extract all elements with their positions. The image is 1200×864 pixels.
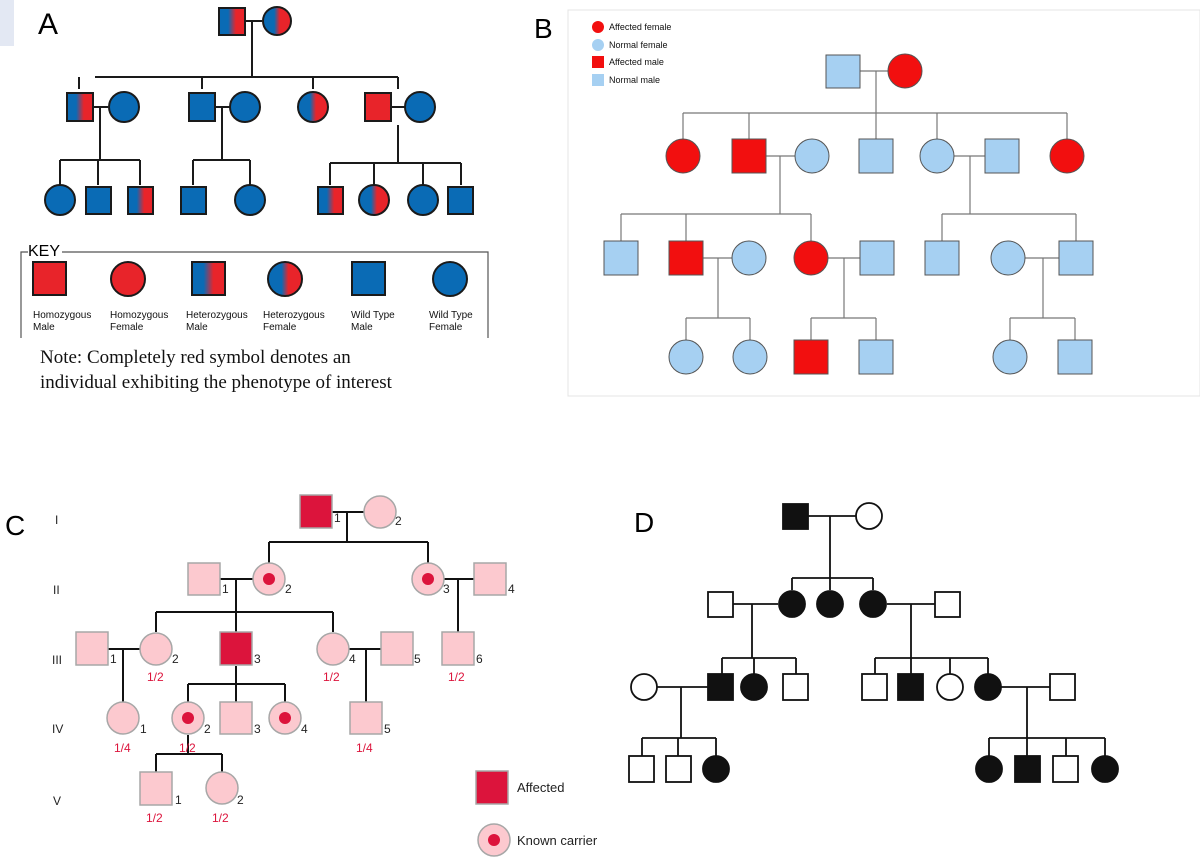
c-female xyxy=(364,496,396,528)
generation-label: V xyxy=(53,794,62,808)
a-gen1-heterozygous-female xyxy=(263,7,291,35)
legend-carrier-label: Known carrier xyxy=(517,833,598,848)
legend-normal-male: Normal male xyxy=(609,75,661,85)
b-normal-male xyxy=(860,241,894,275)
c-female xyxy=(140,633,172,665)
legend-affected-male: Affected male xyxy=(609,57,664,67)
key-wildtype-male-symbol xyxy=(352,262,385,295)
b-normal-female xyxy=(920,139,954,173)
a-gen2-wildtype-female xyxy=(109,92,139,122)
d-affected-female xyxy=(1092,756,1118,782)
b-affected-male xyxy=(794,340,828,374)
c-female xyxy=(107,702,139,734)
key-label-line2: Male xyxy=(33,322,55,333)
panel-d-label: D xyxy=(634,507,655,538)
c-male xyxy=(76,632,108,665)
d-unaffected-male xyxy=(1053,756,1078,782)
panel-a-label: A xyxy=(38,8,59,41)
panel-b-label: B xyxy=(534,13,553,44)
panel-b-frame xyxy=(568,10,1200,396)
a-gen2-wildtype-female xyxy=(405,92,435,122)
key-label-line1: Heterozygous xyxy=(186,310,248,321)
b-legend xyxy=(592,21,671,86)
a-gen3-wildtype-female xyxy=(408,185,438,215)
d-unaffected-female xyxy=(631,674,657,700)
c-male xyxy=(350,702,382,734)
a-gen2-heterozygous-female xyxy=(298,92,328,122)
a-key xyxy=(21,243,488,338)
d-unaffected-male xyxy=(935,592,960,617)
key-homozygous-female-symbol xyxy=(111,262,145,296)
b-normal-male xyxy=(985,139,1019,173)
generation-label: IV xyxy=(52,722,64,736)
individual-number: 2 xyxy=(285,582,292,596)
individual-number: 5 xyxy=(414,652,421,666)
d-unaffected-male xyxy=(862,674,887,700)
a-gen3-heterozygous-male xyxy=(318,187,343,214)
individual-number: 2 xyxy=(395,514,402,528)
a-gen3-wildtype-male xyxy=(181,187,206,214)
d-affected-female xyxy=(860,591,886,617)
note-line1: Note: Completely red symbol denotes an xyxy=(40,347,351,368)
legend-affected-female: Affected female xyxy=(609,22,672,32)
individual-number: 1 xyxy=(222,582,229,596)
key-wildtype-female-symbol xyxy=(433,262,467,296)
c-male xyxy=(220,702,252,734)
key-label-line2: Female xyxy=(429,322,463,333)
b-normal-female xyxy=(732,241,766,275)
c-female xyxy=(206,772,238,804)
carrier-probability: 1/2 xyxy=(212,811,229,825)
carrier-probability: 1/2 xyxy=(448,670,465,684)
key-label-line1: Heterozygous xyxy=(263,310,325,321)
individual-number: 5 xyxy=(384,722,391,736)
c-male xyxy=(442,632,474,665)
b-normal-male xyxy=(1058,340,1092,374)
b-normal-male xyxy=(859,139,893,173)
d-affected-female xyxy=(817,591,843,617)
key-label-line2: Male xyxy=(351,322,373,333)
generation-label: I xyxy=(55,513,59,527)
panel-a xyxy=(0,0,488,393)
note-line2: individual exhibiting the phenotype of interest xyxy=(40,372,392,393)
a-gen3-heterozygous-male xyxy=(128,187,153,214)
b-normal-female xyxy=(795,139,829,173)
individual-number: 2 xyxy=(237,793,244,807)
individual-number: 3 xyxy=(254,722,261,736)
c-male xyxy=(381,632,413,665)
legend-normal-female: Normal female xyxy=(609,40,668,50)
carrier-probability: 1/4 xyxy=(356,741,373,755)
individual-number: 1 xyxy=(334,511,341,525)
a-gen3-wildtype-male xyxy=(448,187,473,214)
key-label-line2: Female xyxy=(110,322,144,333)
individual-number: 2 xyxy=(172,652,179,666)
key-label-line1: Wild Type xyxy=(429,310,473,321)
carrier-dot xyxy=(422,573,434,585)
key-label-line1: Homozygous xyxy=(33,310,92,321)
a-gen3-heterozygous-female xyxy=(359,185,389,215)
individual-number: 4 xyxy=(349,652,356,666)
panel-d xyxy=(629,503,1118,782)
d-unaffected-male xyxy=(629,756,654,782)
key-homozygous-male-symbol xyxy=(33,262,66,295)
carrier-probability: 1/2 xyxy=(179,741,196,755)
d-affected-female xyxy=(779,591,805,617)
individual-number: 4 xyxy=(301,722,308,736)
individual-number: 1 xyxy=(140,722,147,736)
carrier-dot xyxy=(263,573,275,585)
d-affected-male xyxy=(783,504,808,529)
b-normal-male xyxy=(826,55,860,88)
b-affected-female xyxy=(888,54,922,88)
key-label-line1: Homozygous xyxy=(110,310,169,321)
panel-c xyxy=(5,495,598,856)
a-gen2-homozygous-male xyxy=(365,93,391,121)
c-male xyxy=(140,772,172,805)
a-gen1-heterozygous-male xyxy=(219,8,245,35)
a-gen3-wildtype-female xyxy=(45,185,75,215)
d-unaffected-male xyxy=(666,756,691,782)
legend-normal-female-symbol xyxy=(592,39,604,51)
d-unaffected-male xyxy=(783,674,808,700)
panel-d-lines xyxy=(642,516,1105,756)
b-affected-female xyxy=(666,139,700,173)
key-label-line2: Female xyxy=(263,322,297,333)
b-affected-female xyxy=(1050,139,1084,173)
legend-affected-male-symbol xyxy=(592,56,604,68)
c-female xyxy=(317,633,349,665)
a-gen2-wildtype-female xyxy=(230,92,260,122)
carrier-probability: 1/2 xyxy=(323,670,340,684)
b-normal-female xyxy=(733,340,767,374)
carrier-dot xyxy=(279,712,291,724)
individual-number: 1 xyxy=(110,652,117,666)
d-affected-male xyxy=(708,674,733,700)
a-gen2-heterozygous-male xyxy=(67,93,93,121)
a-gen2-wildtype-male xyxy=(189,93,215,121)
individual-number: 2 xyxy=(204,722,211,736)
b-normal-male xyxy=(1059,241,1093,275)
key-label-line2: Male xyxy=(186,322,208,333)
key-title: KEY xyxy=(28,243,61,260)
key-heterozygous-male-symbol xyxy=(192,262,225,295)
b-affected-male xyxy=(732,139,766,173)
generation-label: III xyxy=(52,653,63,667)
b-normal-male xyxy=(925,241,959,275)
b-normal-male xyxy=(859,340,893,374)
c-male xyxy=(188,563,220,595)
b-affected-female xyxy=(794,241,828,275)
panel-c-label: C xyxy=(5,510,26,541)
c-affected-male xyxy=(300,495,332,528)
d-affected-male xyxy=(1015,756,1040,782)
panel-b-lines xyxy=(621,71,1076,340)
corner-tab xyxy=(0,0,14,46)
carrier-probability: 1/4 xyxy=(114,741,131,755)
b-normal-female xyxy=(669,340,703,374)
b-normal-female xyxy=(993,340,1027,374)
d-affected-female xyxy=(976,756,1002,782)
individual-number: 1 xyxy=(175,793,182,807)
d-affected-male xyxy=(898,674,923,700)
b-normal-female xyxy=(991,241,1025,275)
legend-normal-male-symbol xyxy=(592,74,604,86)
legend-affected-symbol xyxy=(476,771,508,804)
individual-number: 4 xyxy=(508,582,515,596)
d-unaffected-female xyxy=(937,674,963,700)
d-unaffected-female xyxy=(856,503,882,529)
legend-affected-female-symbol xyxy=(592,21,604,33)
d-unaffected-male xyxy=(1050,674,1075,700)
key-label-line1: Wild Type xyxy=(351,310,395,321)
carrier-dot xyxy=(488,834,500,846)
b-normal-male xyxy=(604,241,638,275)
carrier-probability: 1/2 xyxy=(147,670,164,684)
d-affected-female xyxy=(703,756,729,782)
d-unaffected-male xyxy=(708,592,733,617)
a-gen3-wildtype-male xyxy=(86,187,111,214)
c-male xyxy=(474,563,506,595)
a-gen3-wildtype-female xyxy=(235,185,265,215)
b-affected-male xyxy=(669,241,703,275)
legend-affected-label: Affected xyxy=(517,780,565,795)
panel-b xyxy=(534,10,1200,396)
generation-label: II xyxy=(53,583,60,597)
carrier-dot xyxy=(182,712,194,724)
individual-number: 3 xyxy=(254,652,261,666)
individual-number: 3 xyxy=(443,582,450,596)
key-heterozygous-female-symbol xyxy=(268,262,302,296)
d-affected-female xyxy=(975,674,1001,700)
c-affected-male xyxy=(220,632,252,665)
carrier-probability: 1/2 xyxy=(146,811,163,825)
individual-number: 6 xyxy=(476,652,483,666)
d-affected-female xyxy=(741,674,767,700)
